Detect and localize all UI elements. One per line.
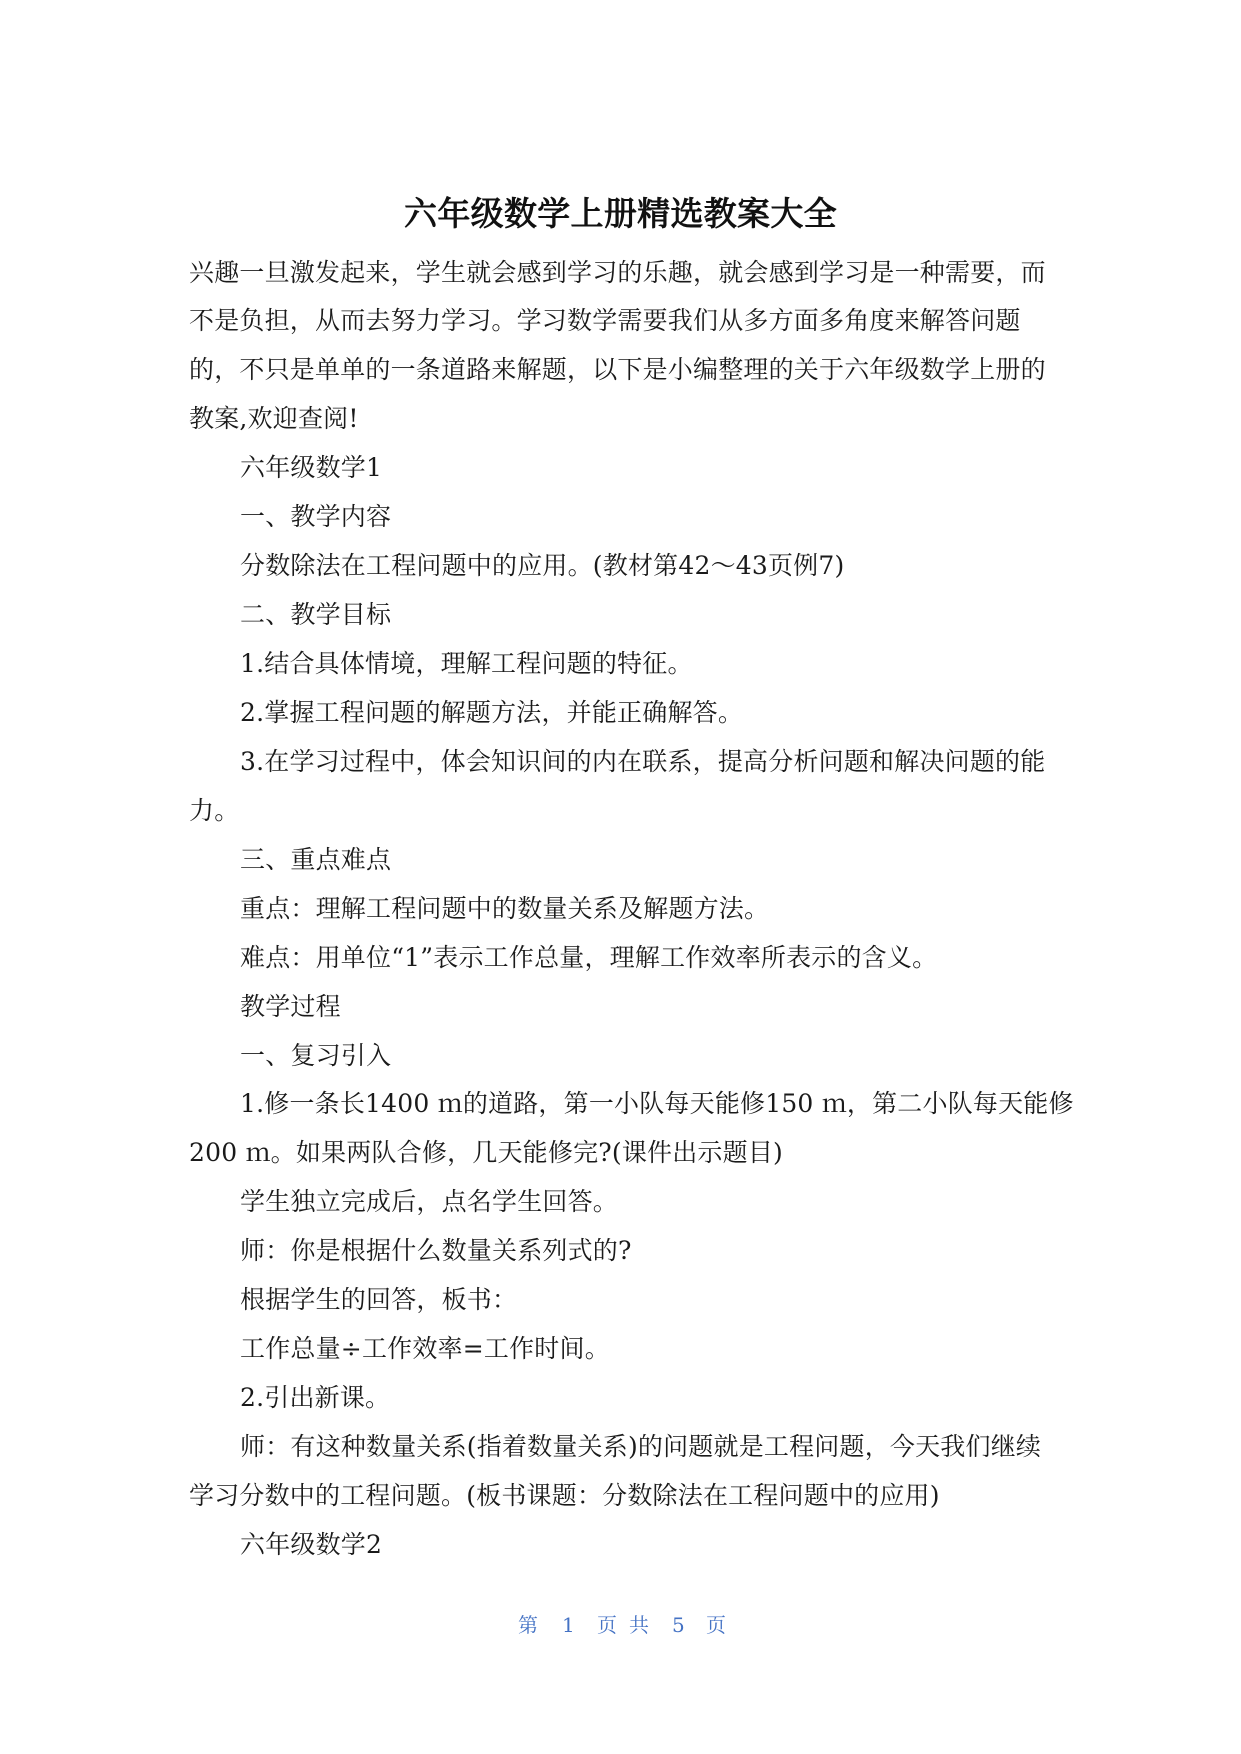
text-line: 难点：用单位“1”表示工作总量，理解工作效率所表示的含义。 xyxy=(240,942,938,972)
text-line: 二、教学目标 xyxy=(240,600,392,630)
subsection-heading xyxy=(189,983,1069,1032)
paragraph xyxy=(189,1325,1069,1374)
subsection-heading xyxy=(189,591,1069,640)
paragraph xyxy=(189,1276,1069,1325)
text-line: 一、复习引入 xyxy=(240,1040,392,1070)
paragraph xyxy=(189,885,1069,934)
text-line: 一、教学内容 xyxy=(240,502,392,532)
document-body xyxy=(189,249,1074,1570)
text-line: 教学过程 xyxy=(240,991,341,1021)
list-item xyxy=(189,689,1069,738)
text-line: 根据学生的回答，板书： xyxy=(240,1285,518,1315)
section-heading xyxy=(189,1521,1069,1570)
paragraph xyxy=(189,1178,1069,1227)
text-line: 3.在学习过程中，体会知识间的内在联系，提高分析问题和解决问题的能 xyxy=(240,746,1046,776)
text-line: 教案,欢迎查阅! xyxy=(189,404,359,434)
text-line: 学生独立完成后，点名学生回答。 xyxy=(240,1187,619,1217)
list-item xyxy=(189,640,1069,689)
document-title: 六年级数学上册精选教案大全 xyxy=(404,194,837,233)
text-line: 师：有这种数量关系(指着数量关系)的问题就是工程问题，今天我们继续 xyxy=(240,1432,1042,1461)
current-page-number: 1 xyxy=(562,1613,575,1637)
text-line: 六年级数学1 xyxy=(240,453,383,483)
page-footer xyxy=(0,1611,1241,1639)
subsection-heading xyxy=(189,836,1069,885)
text-line: 200 ｍ。如果两队合修，几天能修完?(课件出示题目) xyxy=(189,1138,783,1168)
text-line: 的，不只是单单的一条道路来解题，以下是小编整理的关于六年级数学上册的 xyxy=(189,355,1046,385)
intro-paragraph xyxy=(189,249,1069,445)
text-line: 学习分数中的工程问题。(板书课题：分数除法在工程问题中的应用) xyxy=(189,1480,940,1510)
total-pages-number: 5 xyxy=(672,1613,685,1637)
page-prefix: 第 xyxy=(518,1613,538,1637)
text-line: 师：你是根据什么数量关系列式的? xyxy=(240,1236,632,1266)
subsection-heading xyxy=(189,493,1069,542)
page-label: 页 xyxy=(597,1613,617,1637)
text-line: 2.掌握工程问题的解题方法，并能正确解答。 xyxy=(240,697,744,727)
paragraph xyxy=(189,1227,1069,1276)
text-line: 1.修一条长1400 ｍ的道路，第一小队每天能修150 ｍ，第二小队每天能修 xyxy=(240,1089,1074,1119)
text-line: 工作总量÷工作效率=工作时间。 xyxy=(240,1334,610,1364)
text-line: 2.引出新课。 xyxy=(240,1383,391,1413)
total-suffix: 页 xyxy=(706,1613,726,1637)
text-line: 兴趣一旦激发起来，学生就会感到学习的乐趣，就会感到学习是一种需要，而 xyxy=(189,257,1046,287)
text-line: 分数除法在工程问题中的应用。(教材第42～43页例7) xyxy=(240,551,845,581)
text-line: 力。 xyxy=(189,795,240,825)
text-line: 不是负担，从而去努力学习。学习数学需要我们从多方面多角度来解答问题 xyxy=(189,306,1021,336)
list-item xyxy=(189,738,1069,836)
total-prefix: 共 xyxy=(629,1613,649,1637)
subsection-heading xyxy=(189,1032,1069,1081)
section-heading xyxy=(189,444,1069,493)
text-line: 六年级数学2 xyxy=(240,1529,383,1559)
text-line: 重点：理解工程问题中的数量关系及解题方法。 xyxy=(240,893,770,923)
list-item xyxy=(189,1080,1074,1178)
paragraph xyxy=(189,934,1069,983)
list-item xyxy=(189,1374,1069,1423)
paragraph xyxy=(189,542,1069,591)
text-line: 三、重点难点 xyxy=(240,844,392,874)
text-line: 1.结合具体情境，理解工程问题的特征。 xyxy=(240,649,693,678)
paragraph xyxy=(189,1423,1069,1521)
